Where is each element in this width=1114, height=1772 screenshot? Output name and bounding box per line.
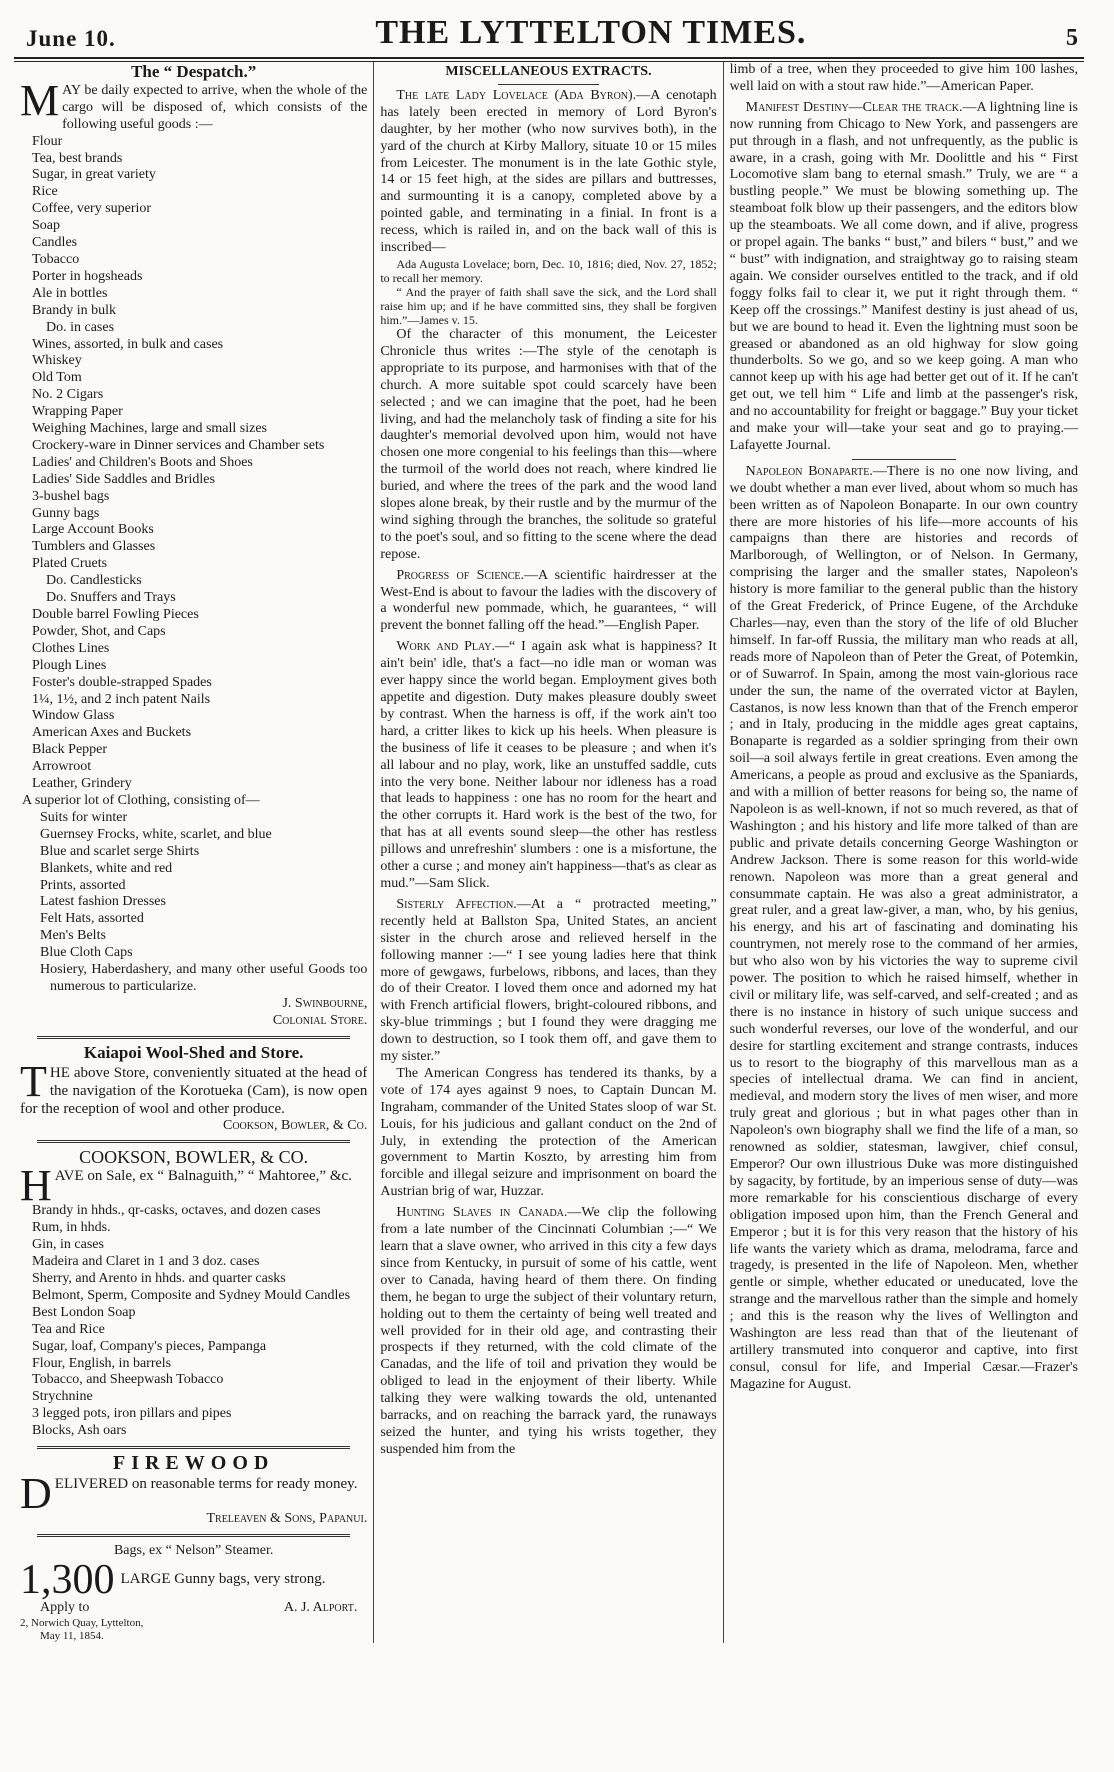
list-item: Tumblers and Glasses xyxy=(32,539,156,555)
firewood-signature: Treleaven & Sons, Papanui. xyxy=(206,1510,368,1526)
list-item: Old Tom xyxy=(32,370,82,386)
article-napoleon: Napoleon Bonaparte.—There is no one now living, and we doubt whether a man ever lived, about whom so much has been written as of Napoleon Bonaparte. In our own country there are more histories of his life—more accounts of his campaigns than there are histories and records of Marlborough, of Wellington, or of Nelson. In Germany, comprising the larger and the smaller states, Napoleon's history is more familiar to the general public than the history of the Great Frederick, of Prince Eugene, of the Archduke Charles—nay, even than the story of the life of old Blucher himself. In far-off Russia, the military man who reads at all, reads more of Napoleon than of Peter the Great, of Potemkin, or of Suwarrof. In Spain, among the most vain-glorious race under the sun, the name of the overrated victor at Baylen, Castanos, is now less known than that of the French emperor ; and in Italy, producing in the middle ages great captains, Bonaparte is regarded as a soldier springing from their own soil—a soil always fertile in great creations. Even among the Americans, a people as proud and exclusive as the Spaniards, and with a million of better reasons for being so, the name of Napoleon is as well-known, if not so much revered, as that of Washington ; and his history and life more talked of than are public and private details concerning George Washington or Andrew Jackson. There is some reason for this world-wide renown. Napoleon was more than a great general and consummate captain. He was also a great administrator, a great ruler, and a great law-giver, a man, who, by his genius, his energy, and his art of fascinating and dominating his countrymen, not merely rose to the command of her armies, but who also won by his victories the way to supreme civil power. The position to which he raised himself, whether in civil or military life, was self-carved, and self-created ; and as there is no instance in history of such unique success and such wonderful reverses, our love of the wonderful, and our desire for startling excitement and strange contrasts, induces us to resort to the biography of this marvellous man as a species of intellectual drama. We can find in ancient, medieval, and modern story the lives of men wiser, and more truly great and glorious ; but in what pages other than in Napoleon's own biography shall we find the life of a man, so renowned as soldier, statesman, lawgiver, chief consul, Emperor? Our own illustrious Duke was more distinguished by sagacity, by fortitude, by an imperious sense of duty—was more remarkable for his conscientious discharge of every obligation imposed upon him, than the French General and Emperor ; but it is for this very reason that the history of his life wants the variety which as drama, melodrama, farce and tragedy, is presented in the life of Napoleon. Men, whether gentle or simple, whether educated or uneducated, love the strange and the marvellous rather than the simple and homely ; and this is the reason why the lives of Wellington and Washington are less read than that of the lieutenant of artillery transmuted into conqueror and captive, into first consul, consul for life, and Imperial Cæsar.—Frazer's Magazine for August. xyxy=(729,463,1079,1392)
drop-cap: H xyxy=(20,1168,52,1204)
clothing-intro: A superior lot of Clothing, consisting of— xyxy=(22,792,260,808)
list-item: Gin, in cases xyxy=(32,1237,104,1253)
list-item: Strychnine xyxy=(32,1389,93,1405)
bags-text: LARGE Gunny bags, very strong. xyxy=(120,1571,326,1588)
list-item: Brandy in bulk xyxy=(32,302,116,318)
despatch-title: The “ Despatch.” xyxy=(131,62,257,81)
list-item: Wrapping Paper xyxy=(32,404,123,420)
list-item: 1¼, 1½, and 2 inch patent Nails xyxy=(32,691,211,707)
article-lovelace: The late Lady Lovelace (Ada Byron).—A cenotaph has lately been erected in memory of Lord Byron's daughter, by her mother (who now survives both), in the yard of the church at Kirby Mallory, situate 10 or 15 miles from Leicester. The monument is in the late Gothic style, 14 or 15 feet high, at the sides are pillars and buttresses, and surmounting it is a canopy, completed above by a pointed gable, and terminating in a finial. In front is a recess, which is railed in, and on the back wall of this is inscribed— xyxy=(380,87,717,256)
list-item: 3 legged pots, iron pillars and pipes xyxy=(32,1406,232,1422)
bags-date: May 11, 1854. xyxy=(40,1629,104,1642)
inscription-verse: “ And the prayer of faith shall save the sick, and the Lord shall raise him up; and if he have committed sins, they shall be forgiven him.”—James v. 15. xyxy=(380,284,717,327)
bags-quantity: 1,300 xyxy=(20,1556,115,1603)
list-item: Powder, Shot, and Caps xyxy=(32,623,166,639)
bags-agent: A. J. Alport. xyxy=(283,1599,358,1615)
list-item: Plough Lines xyxy=(32,657,107,673)
list-item: Madeira and Claret in 1 and 3 doz. cases xyxy=(32,1254,260,1270)
page-number: 5 xyxy=(1066,25,1078,51)
list-item: Ladies' Side Saddles and Bridles xyxy=(32,471,215,487)
bags-ad xyxy=(20,1556,367,1603)
list-item: Coffee, very superior xyxy=(32,201,152,217)
list-item: No. 2 Cigars xyxy=(32,387,104,403)
list-item: Tea and Rice xyxy=(32,1321,105,1337)
list-item: Porter in hogsheads xyxy=(32,268,143,284)
firewood-text: DELIVERED on reasonable terms for ready money. xyxy=(20,1475,358,1511)
list-item: Ale in bottles xyxy=(32,285,108,301)
list-item: Suits for winter xyxy=(40,809,128,825)
list-item: Guernsey Frocks, white, scarlet, and blue xyxy=(40,826,272,842)
cookson-title: COOKSON, BOWLER, & CO. xyxy=(79,1147,309,1168)
bags-apply xyxy=(20,1600,367,1617)
article-lovelace-continued: Of the character of this monument, the Leicester Chronicle thus writes :—The style of the cenotaph is appropriate to its purpose, and harmonises with that of the church. A more suitable spot could scarcely have been selected ; and we can imagine that the poet, had he been living, and had the melancholy task of finding a site for his daughter's memorial devolved upon him, would not have chosen one more congenial to his feelings than this—where the turmoil of the world does not reach, where kindred lie buried, and where the trees of the park and the wood land slopes alone break, by their rustle and by the murmur of the wind sighing through the branches, the solitude so grateful to the poet's soul, and so fitting to the scene where the dead repose. xyxy=(380,326,717,562)
list-item: Sherry, and Arento in hhds. and quarter casks xyxy=(32,1271,286,1286)
drop-cap: D xyxy=(20,1475,52,1511)
column-misc-extracts xyxy=(373,62,722,1643)
list-item: Wines, assorted, in bulk and cases xyxy=(32,336,224,352)
article-science: Progress of Science.—A scientific hairdresser at the West-End is about to favour the ladies with the discovery of a wonderful new pommade, which, he guarantees, “ will prevent the bonnet falling off the head.”—English Paper. xyxy=(380,567,717,634)
list-item: Tobacco xyxy=(32,251,80,267)
article-congress: The American Congress has tendered its thanks, by a vote of 174 ayes against 9 noes, to Captain Duncan M. Ingraham, commander of the United States sloop of war St. Louis, for his judicious and gallant conduct on the 2nd of July, in extending the protection of the American government to Martin Koszto, by arresting him from forcible and illegal seizure and imprisonment on board the Austrian brig of war, Huzzar. xyxy=(380,1065,717,1200)
list-item: Do. Snuffers and Trays xyxy=(46,590,176,606)
list-item: Do. in cases xyxy=(46,319,115,335)
despatch-intro: MAY be daily expected to arrive, when the whole of the cargo will be disposed of, which consists of the following useful goods :— xyxy=(20,82,368,132)
list-item: Blocks, Ash oars xyxy=(32,1423,127,1439)
list-item: Plated Cruets xyxy=(32,556,108,572)
list-item: Whiskey xyxy=(32,353,82,369)
clothing-list xyxy=(20,810,367,996)
list-item: Soap xyxy=(32,218,60,234)
article-slaves: Hunting Slaves in Canada.—We clip the following from a late number of the Cincinnati Columbian ;—“ We learn that a slave owner, who arrived in this city a few days since from Kentucky, in pursuit of some of his cattle, went over to Canada, having heard of them there. On finding them, he began to urge the subject of their voluntary return, holding out to them the certainty of being well treated and well provided for in their old age, and contrasting their prospects if they returned, with the cold climate of the Canadas, and the life of toil and privation they would be obliged to lead in the enjoyment of their liberty. While talking they were walking towards the old, untenanted barracks, and on reaching the barrack yard, the runaways seized the hunter, and tying his wrists together, they suspended him from the xyxy=(380,1205,717,1457)
bags-address: 2, Norwich Quay, Lyttelton, xyxy=(20,1616,144,1629)
kaiapoi-text: THE above Store, conveniently situated at the head of the navigation of the Korotueka (Cam), is now open for the reception of wool and other produce. xyxy=(20,1063,368,1117)
list-item: 3-bushel bags xyxy=(32,488,110,504)
separator xyxy=(37,1446,350,1449)
list-item: Double barrel Fowling Pieces xyxy=(32,607,199,622)
masthead xyxy=(8,14,1084,52)
list-item: Tobacco, and Sheepwash Tobacco xyxy=(32,1372,224,1388)
columns xyxy=(14,62,1084,1643)
list-item: Hosiery, Haberdashery, and many other useful Goods too numerous to particularize. xyxy=(40,962,368,994)
issue-date: June 10. xyxy=(26,26,116,51)
bags-apply-to: Apply to xyxy=(40,1599,90,1615)
list-item: Belmont, Sperm, Composite and Sydney Mould Candles xyxy=(32,1287,351,1303)
list-item: Weighing Machines, large and small sizes xyxy=(32,421,267,437)
list-item: Large Account Books xyxy=(32,522,154,538)
list-item: Clothes Lines xyxy=(32,640,110,656)
list-item: Candles xyxy=(32,235,78,251)
list-item: Rum, in hhds. xyxy=(32,1220,111,1236)
list-item: Gunny bags xyxy=(32,505,100,521)
list-item: Blue Cloth Caps xyxy=(40,945,133,961)
list-item: Foster's double-strapped Spades xyxy=(32,674,212,690)
kaiapoi-title: Kaiapoi Wool-Shed and Store. xyxy=(83,1042,304,1062)
list-item: Crockery-ware in Dinner services and Chamber sets xyxy=(32,437,325,453)
list-item: Arrowroot xyxy=(32,759,92,775)
separator xyxy=(37,1140,350,1143)
list-item: Best London Soap xyxy=(32,1304,136,1320)
list-item: Flour xyxy=(32,133,63,149)
kaiapoi-signature: Cookson, Bowler, & Co. xyxy=(222,1117,368,1133)
list-item: Window Glass xyxy=(32,708,115,724)
list-item: American Axes and Buckets xyxy=(32,725,192,741)
separator xyxy=(852,459,956,460)
list-item: Do. Candlesticks xyxy=(46,573,142,589)
list-item: Rice xyxy=(32,184,58,200)
article-sisterly: Sisterly Affection.—At a “ protracted meeting,” recently held at Ballston Spa, United States, an ancient sister in the church arose and relieved herself in the following manner :—“ I see young ladies here that think more of gewgaws, furbelows, ribbons, and laces, than they do of their Creator. I loved them once and adorned my hat with French artificial flowers, bright-coloured ribbons, and sky-blue trimmings ; but I found they were dragging me down to destruction, so I took them off, and gave them to my sister.” xyxy=(380,896,717,1065)
article-work-play: Work and Play.—“ I again ask what is happiness? It ain't bein' idle, that's a fact—no idle man or woman was ever happy since the world began. Employment gives both appetite and digestion. Duty makes pleasure doubly sweet by contrast. When the harness is off, if the work ain't too hard, a critter likes to kick up his heels. When pleasure is the business of life it ceases to be pleasure ; and when it's all labour and no play, work, like an unstuffed saddle, cuts into the very bone. Neither labour nor idleness has a road that leads to happiness : one has no room for the heart and the other corrupts it. Hard work is the best of the two, for that has at all events sound sleep—the other has restless pillows and unrefreshin' slumbers : one is a misfortune, the other a curse ; and money ain't happiness—that's as clear as mud.”—Sam Slick. xyxy=(380,639,717,891)
separator xyxy=(37,1036,350,1039)
drop-cap: T xyxy=(20,1063,47,1106)
despatch-signature-store: Colonial Store. xyxy=(272,1012,368,1028)
newspaper-title: THE LYTTELTON TIMES. xyxy=(375,14,807,51)
drop-cap: M xyxy=(20,82,60,125)
despatch-goods-list xyxy=(20,134,367,793)
list-item: Brandy in hhds., qr-casks, octaves, and dozen cases xyxy=(32,1203,321,1219)
list-item: Ladies' and Children's Boots and Shoes xyxy=(32,454,253,470)
list-item: Leather, Grindery xyxy=(32,776,132,792)
article-manifest-destiny: Manifest Destiny—Clear the track.—A lightning line is now running from Chicago to New York, and passengers are put through in a flash, and not unfrequently, as the public is aware, in a crash, going with Mr. Doolittle and his “ First Locomotive slam bang to eternal smash.” Truly, we are “ a bustling people.” We must be blowing something up. The steamboat folk blow up their passengers, and the editors blow up the steamboats. We all come down, and if alive, progress or propel again. The banks “ bust,” and bilers “ bust,” and we “ bust” with indignation, and straightway go to raising steam again. We consider ourselves entitled to the track, and if old foggy folks fail to clear it, we put it right through them. “ Keep off the crossings.” Manifest destiny is just ahead of us, but we are bound to head it. Even the lightning must soon be greased or abandoned as an old highway for slow going thunderbolts. So we go, and so we keep going. A man who cannot keep up with his age had better get out of it. If he can't get out, we tell him “ Life and limb at the passenger's risk, and no accountability for freight or baggage.” Buy your ticket and make your will—take your seat and go to praying.—Lafayette Journal. xyxy=(729,99,1078,453)
cookson-goods-list xyxy=(20,1203,367,1440)
list-item: Men's Belts xyxy=(40,928,106,944)
list-item: Prints, assorted xyxy=(40,877,126,893)
list-item: Black Pepper xyxy=(32,742,108,758)
firewood-title: FIREWOOD xyxy=(112,1452,275,1475)
despatch-signature-name: J. Swinbourne, xyxy=(282,995,368,1011)
bags-header: Bags, ex “ Nelson” Steamer. xyxy=(113,1542,274,1558)
list-item: Sugar, in great variety xyxy=(32,167,156,183)
article-slaves-continued: limb of a tree, when they proceeded to give him 100 lashes, well laid on with a stout raw hide.”—American Paper. xyxy=(729,62,1078,94)
separator xyxy=(37,1534,350,1537)
list-item: Blankets, white and red xyxy=(40,860,173,876)
inscription: Ada Augusta Lovelace; born, Dec. 10, 1816; died, Nov. 27, 1852; to recall her memory. xyxy=(380,256,717,285)
separator xyxy=(498,84,599,85)
cookson-intro: HAVE on Sale, ex “ Balnaguith,” “ Mahtoree,” &c. xyxy=(20,1168,352,1204)
column-misc-continued xyxy=(723,62,1084,1643)
list-item: Latest fashion Dresses xyxy=(40,894,166,910)
list-item: Felt Hats, assorted xyxy=(40,911,144,927)
list-item: Sugar, loaf, Company's pieces, Pampanga xyxy=(32,1338,267,1354)
list-item: Blue and scarlet serge Shirts xyxy=(40,843,200,859)
misc-title: MISCELLANEOUS EXTRACTS. xyxy=(445,64,652,79)
column-advertisements xyxy=(14,62,373,1643)
list-item: Tea, best brands xyxy=(32,150,123,166)
list-item: Flour, English, in barrels xyxy=(32,1355,172,1371)
